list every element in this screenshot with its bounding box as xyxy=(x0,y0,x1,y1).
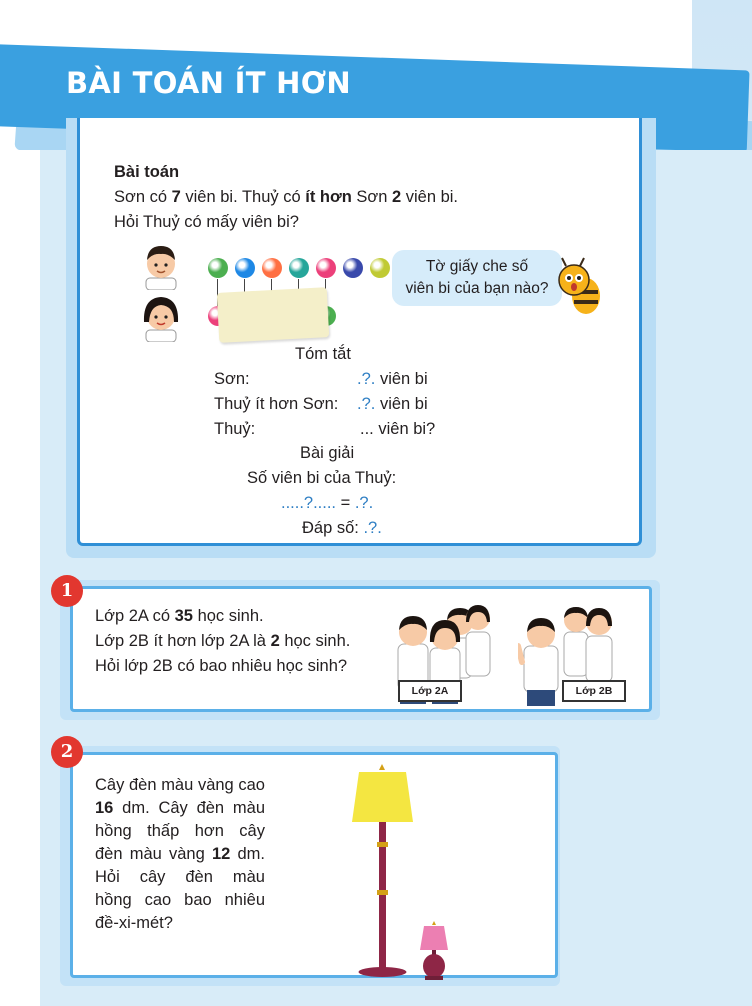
problem-line-1: Sơn có 7 viên bi. Thuỷ có ít hơn Sơn 2 viên bi. xyxy=(114,188,459,206)
summary-heading: Tóm tắt xyxy=(295,345,351,363)
son-marble xyxy=(370,258,390,278)
pink-lamp-icon xyxy=(416,920,452,980)
summary-value-thuy: ... viên bi? xyxy=(360,420,436,438)
cover-paper xyxy=(217,287,329,343)
son-marble xyxy=(316,258,336,278)
summary-label-diff: Thuỷ ít hơn Sơn: xyxy=(214,395,339,413)
exercise-2-line-2: 16 dm. Cây đèn màu xyxy=(95,799,265,817)
girl-thuy-illustration xyxy=(138,292,184,342)
boy-son-illustration xyxy=(138,240,184,290)
summary-value-diff: .?. viên bi xyxy=(357,395,428,413)
exercise-2-line-5: Hỏi cây đèn màu xyxy=(95,868,265,886)
son-marble xyxy=(208,258,228,278)
son-marble xyxy=(262,258,282,278)
exercise-2-line-6: hồng cao bao nhiêu xyxy=(95,891,265,909)
solution-heading: Bài giải xyxy=(300,444,355,462)
solution-equation: .....?..... = .?. xyxy=(281,494,374,512)
exercise-1-number: 1 xyxy=(51,575,83,607)
yellow-lamp-icon xyxy=(345,762,420,980)
bee-mascot-icon xyxy=(552,256,604,318)
summary-label-thuy: Thuỷ: xyxy=(214,420,256,438)
problem-heading: Bài toán xyxy=(114,163,180,181)
exercise-2-line-3: hồng thấp hơn cây xyxy=(95,822,265,840)
summary-label-son: Sơn: xyxy=(214,370,250,388)
exercise-1-line-1: Lớp 2A có 35 học sinh. xyxy=(95,607,264,625)
exercise-2-line-1: Cây đèn màu vàng cao xyxy=(95,776,265,794)
solution-line: Số viên bi của Thuỷ: xyxy=(247,469,397,487)
solution-answer: Đáp số: .?. xyxy=(302,519,382,537)
sign-class-2a: Lớp 2A xyxy=(398,680,462,702)
summary-value-son: .?. viên bi xyxy=(357,370,428,388)
exercise-2-line-7: đề-xi-mét? xyxy=(95,914,173,932)
bubble-line-2: viên bi của bạn nào? xyxy=(405,280,549,297)
son-marble xyxy=(235,258,255,278)
problem-line-2: Hỏi Thuỷ có mấy viên bi? xyxy=(114,213,299,231)
son-marble xyxy=(289,258,309,278)
bubble-line-1: Tờ giấy che số xyxy=(425,258,529,275)
son-marble xyxy=(343,258,363,278)
exercise-1-line-3: Hỏi lớp 2B có bao nhiêu học sinh? xyxy=(95,657,348,675)
exercise-1-line-2: Lớp 2B ít hơn lớp 2A là 2 học sinh. xyxy=(95,632,351,650)
sign-class-2b: Lớp 2B xyxy=(562,680,626,702)
exercise-2-line-4: đèn màu vàng 12 dm. xyxy=(95,845,265,863)
page-title: BÀI TOÁN ÍT HƠN xyxy=(66,66,351,100)
exercise-2-number: 2 xyxy=(51,736,83,768)
